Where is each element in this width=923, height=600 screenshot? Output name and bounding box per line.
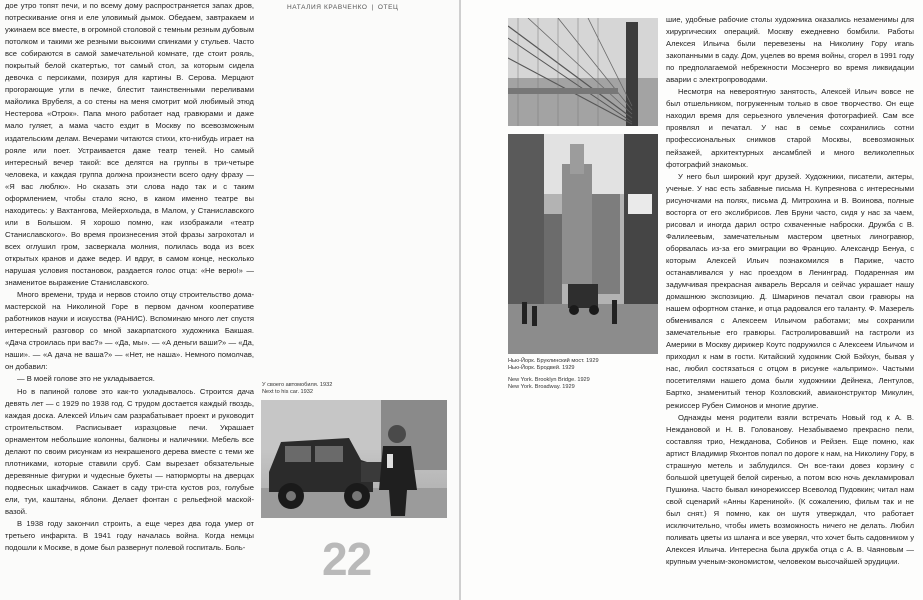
caption-line: У своего автомобиля. 1932	[262, 382, 333, 388]
paragraph: Несмотря на невероятную занятость, Алексей Ильич вовсе не был отшельником, погруженным только в свое творчество. Он еще находил время для серьезного увлечения фотографией. Сам все проявлял и печатал. У нас в семье сохранились сотни профессиональных снимков старой Москвы, всевозможных пейзажей, архитектурных ансамблей и много великолепных фотографий знакомых.	[666, 87, 914, 169]
broadway-photo	[508, 134, 658, 354]
nyc-photo-caption	[508, 358, 599, 391]
caption-line: Next to his car. 1932	[262, 389, 313, 395]
right-text-column	[666, 14, 914, 568]
header-separator: |	[371, 4, 374, 11]
header-section: ОТЕЦ	[377, 4, 399, 11]
running-header	[287, 4, 398, 11]
caption-line: Нью-Йорк. Бруклинский мост. 1929	[508, 358, 599, 364]
caption-line: New York. Broadway. 1929	[508, 384, 575, 390]
paragraph: У него был широкий круг друзей. Художники, писатели, актеры, ученые. У нас есть забавные письма Н. Купреянова с интересными рисуночками на полях, письма Д. Митрохина и В. Воинова, полные восторга от его экслибрисов. Лев Бруни часто, сидя у нас за чаем, рисовал и иногда дарил остро схваченные наброски. Дружба с В. Фалилеевым, замечательным мастером цветных линогравюр, оборвалась из-за его эмиграции во Францию. Александр Бенуа, с которым Алексей Ильич познакомился в Париже, часто останавливался у нас проездом в Ленинград. Подаренная им задумчивая прекрасная акварель Версаля и сейчас украшает нашу домашнюю экспозицию. Д. Шмаринов печатал свои гравюры на нашем офортном станке, и отца радовался его таланту. Ф. Мазерель обменивался с Алексеем Ильичом работами; мы сохранили замечательные его гравюры. Гастролировавший на гастроли из Америки в Москву дирижер Коутс подружился с Алексеем Ильичом и приходил к нам в гости. Китайский художник Сюй Бэйхун, бывая у нас, любил состязаться с отцом в рисунке «альпримо». Частыми посетителями нашего дома были художники Дейнека, Лентулов, Бартко, знаменитый тенор Козловский, авиаконструктор Микулин, режиссер Рубен Симонов и многие другие.	[666, 171, 914, 410]
paragraph: — В моей голове это не укладывается.	[17, 374, 155, 384]
car-photo	[261, 400, 447, 518]
paragraph: Много времени, труда и нервов стоило отцу строительство дома-мастерской на Николиной Горе в первом дачном кооперативе работников науки и искусства (РАНИС). Вспоминаю много лет спустя интересный разговор со мной закарпатского художника Бакшая. «Дача строилась при вас?» — «Да, мы». — «А деньги ваши?» — «Да, наши». — «А дача не ваша?» — «Нет, не наша». Немного помолчав, он добавил:	[5, 290, 254, 372]
page-number: 22	[322, 533, 372, 585]
car-photo-caption	[262, 382, 332, 396]
caption-line: New York. Brooklyn Bridge. 1929	[508, 377, 590, 383]
paragraph: Однажды меня родители взяли встречать Новый год к А. В. Неждановой и Н. В. Головановy. Незабываемо прекрасно пели, составляя трио, Нежданова, Собинов и Рейзен. Еще помню, как артист Владимир Яхонтов попал по дороге к нам, на Николину Гору, в страшную метель и заблудился. Он все-таки довез корзину с большой цветущей белой сиренью, а потом всю ночь декламировал Пушкина. Часто бывал кинорежиссер Всеволод Пудовкин; читал нам свой сценарий «Анны Карениной». (К сожалению, фильм так и не был снят.) Я помню, как он шутя утверждал, что работает исключительно, чтобы иметь возможность ничего не делать. Любил поливать цветы из шланга и все уверял, что хочет быть садовником у Алексея Ильича. Интересна была дружба отца с А. В. Чаяновым — крупным ученым-экономистом, человеком высочайшей эрудиции.	[666, 412, 914, 567]
paragraph: В 1938 году закончил строить, а еще через два года умер от третьего инфаркта. В 1941 году началась война. Когда немцы подошли к Москве, в доме был развернут полевой госпиталь. Боль-	[5, 519, 254, 553]
brooklyn-bridge-photo	[508, 18, 658, 126]
caption-line: Нью-Йорк. Бродвей. 1929	[508, 365, 575, 371]
left-text-column	[5, 0, 254, 554]
paragraph: Но в папиной голове это как-то укладывалось. Строится дача девять лет — с 1929 по 1938 год. С трудом достается каждый гвоздь, каждая доска. Алексей Ильич сам разрабатывает проект и руководит строительством. Расписывает изразцовые печи. Украшает орнаментом небольшие колонны, балконы и наличники. Мебель все делают по своим рисункам из некрашеного дерева вместе с теми же плотниками, которые ставили сруб. Сам вырезает обязательные деревянные фигурки и чудесные букеты — натюрморты на дверцах подвесных шкафчиков. Сажает в саду три-ста кустов роз, голубые ели, туи, каштаны, яблони. Делает фонтан с рельефной маской-вазой.	[5, 386, 254, 516]
paragraph: дое утро топят печи, и по всему дому распространяется запах дров, потрескивание огня и еле уловимый дымок. Обедаем, завтракаем и ужинаем все вместе, в огромной столовой с темным резным дубовым потолком и такими же резными высокими спинками у стульев. Часто все собираются в самой замечательной комнате, где стоит рояль, покрытый белой скатертью, тот самый стол, за которым сидела девочка с персиками, позируя для картины В. Серова. Мерцают прогорающие угли в печке, блестит таинственными переливами майолика Врубеля, а со стены на меня смотрит мой любимый этюд Нестерова «Отрок». Папа много работает над гравюрами и даже мало гуляет, а мама часто ездит в Москву по всевозможным издательским делам. Вечерами читаются стихи, кто-нибудь играет на рояле или поет. Устраивается даже театр теней. Но самый интересный вечер такой: все делятся на группы в три-четыре человека, и каждая группа должна произнести всего одну фразу — «Я вас люблю». Но сказать эти слова надо так и с таким оформлением, чтобы стало ясно, в каком именно театре вы находитесь: у Вахтангова, Мейерхольда, в Малом, у Станиславского или в Большом. Я хорошо помню, как изображали «театр Станиславского». Во время произнесения этой фразы загрохотал и всех оглушил гром, засверкала молния, полилась вода из всех открытых кранов и даже ведер. И вдруг, в самом конце, несколько нарушая условия постановок, раздается голос отца: «Не верю!» — знаменитое выражение Станиславского.	[5, 1, 254, 288]
paragraph: шие, удобные рабочие столы художника оказались незаменимы для хирургических операций. Москву ежедневно бомбили. Работы Алексея Ильича были перевезены на Николину Гору иranь закопанными в саду. Дом, уцелев во время войны, сгорел в 1991 году по предполагаемой небрежности Мосэнерго во время ликвидации аварии с электропроводами.	[666, 15, 914, 85]
header-author: НАТАЛИЯ КРАВЧЕНКО	[287, 4, 368, 11]
